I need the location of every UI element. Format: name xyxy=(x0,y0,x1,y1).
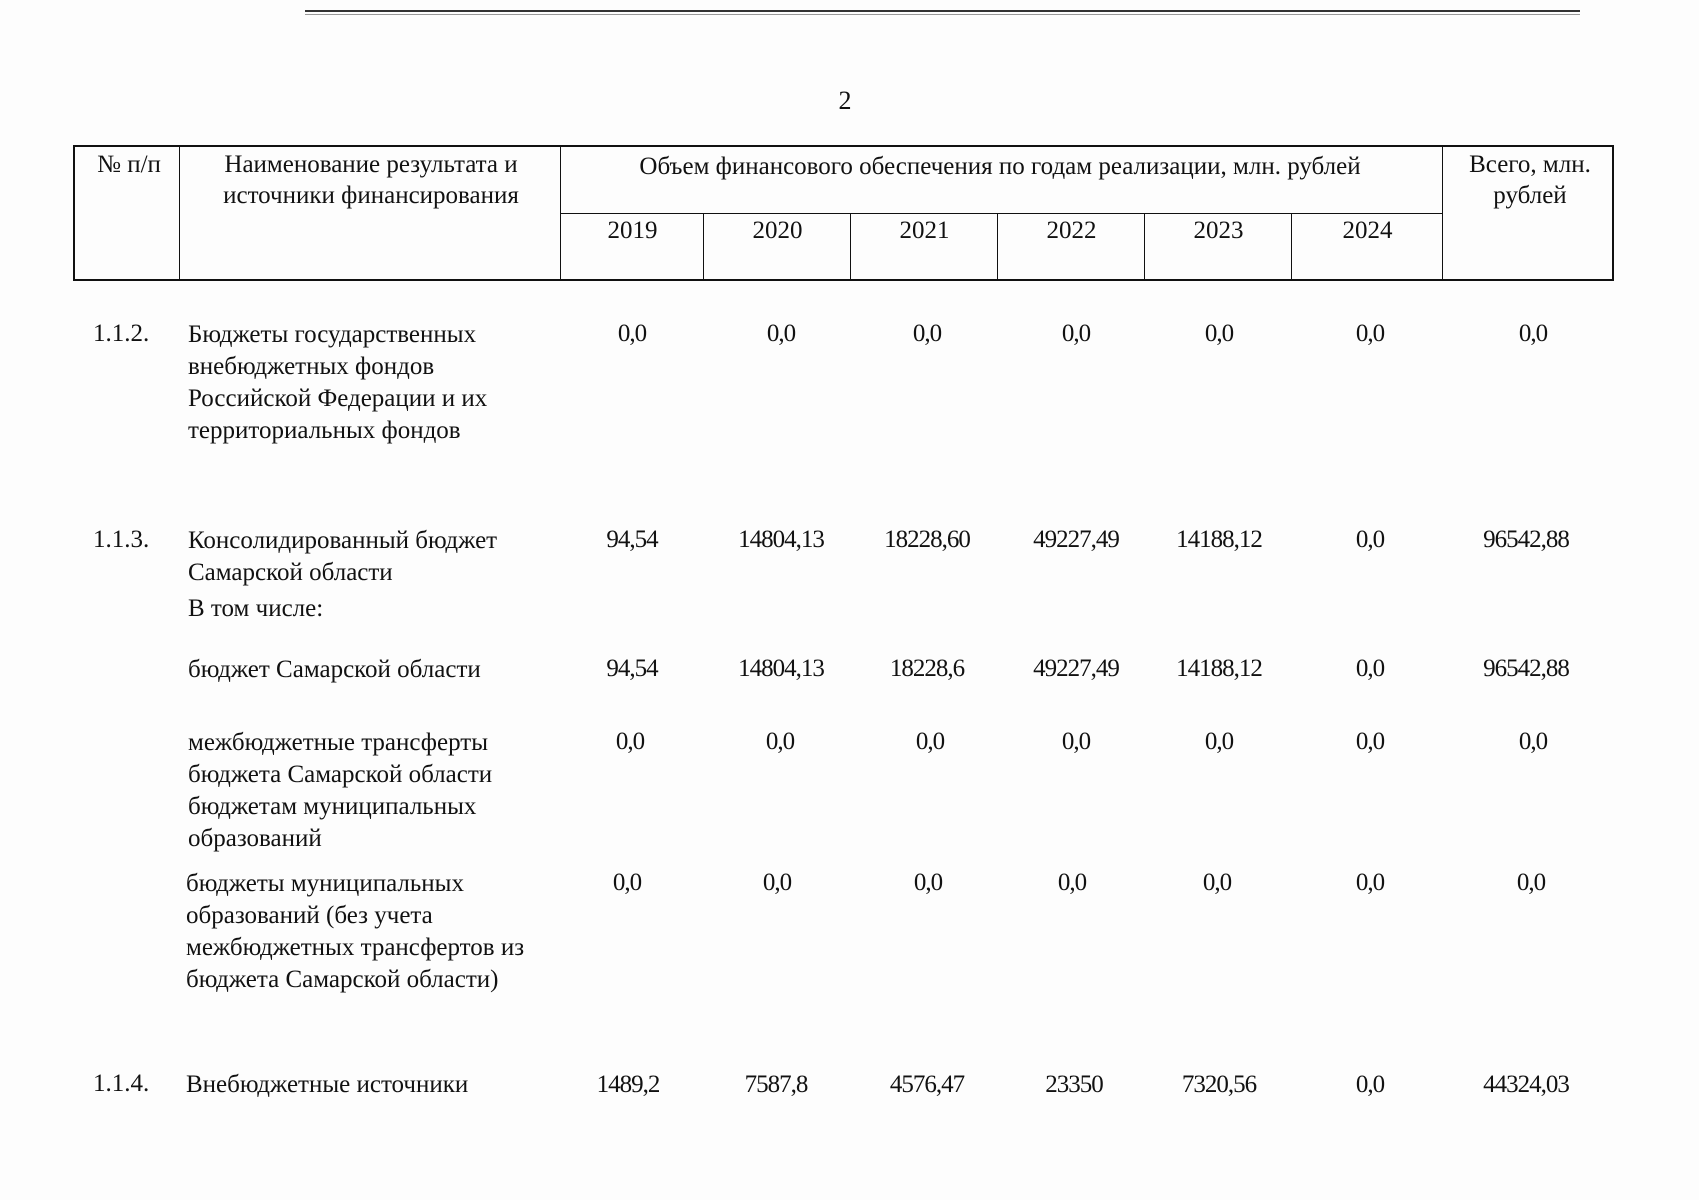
value-2022: 0,0 xyxy=(1057,869,1087,896)
col-divider xyxy=(850,213,851,279)
header-year: 2023 xyxy=(1193,217,1244,244)
row-number: 1.1.2. xyxy=(93,320,150,347)
value-2022: 0,0 xyxy=(1061,320,1091,347)
value-2020: 0,0 xyxy=(766,320,796,347)
value-2023: 14188,12 xyxy=(1176,526,1262,553)
header-year: 2019 xyxy=(607,217,658,244)
value-2021: 0,0 xyxy=(912,320,942,347)
row-name: бюджеты муниципальных образований (без учета межбюджетных трансфертов из бюджета Самарской области) xyxy=(186,870,525,993)
value-total: 96542,88 xyxy=(1483,655,1569,682)
value-2021: 0,0 xyxy=(915,728,945,755)
value-total: 0,0 xyxy=(1516,869,1546,896)
row-number: 1.1.4. xyxy=(93,1070,150,1097)
value-total: 44324,03 xyxy=(1483,1071,1569,1098)
value-2024: 0,0 xyxy=(1355,526,1385,553)
value-2023: 7320,56 xyxy=(1181,1071,1257,1098)
col-divider xyxy=(1291,213,1292,279)
value-2024: 0,0 xyxy=(1355,869,1385,896)
value-2019: 0,0 xyxy=(615,728,645,755)
value-2021: 18228,60 xyxy=(884,526,970,553)
header-num: № п/п xyxy=(97,151,161,178)
value-total: 0,0 xyxy=(1518,728,1548,755)
row-name: бюджет Самарской области xyxy=(188,656,481,683)
col-divider xyxy=(997,213,998,279)
value-2022: 23350 xyxy=(1045,1071,1103,1098)
header-year: 2022 xyxy=(1046,217,1097,244)
header-year: 2021 xyxy=(899,217,950,244)
header-year: 2024 xyxy=(1342,217,1393,244)
row-subnote: В том числе: xyxy=(188,595,324,622)
page-number: 2 xyxy=(838,86,852,115)
col-divider xyxy=(179,147,180,279)
value-2024: 0,0 xyxy=(1355,655,1385,682)
row-number: 1.1.3. xyxy=(93,526,150,553)
value-2023: 14188,12 xyxy=(1176,655,1262,682)
value-2022: 0,0 xyxy=(1061,728,1091,755)
value-2019: 94,54 xyxy=(606,526,658,553)
value-total: 0,0 xyxy=(1518,320,1548,347)
row-name: Внебюджетные источники xyxy=(186,1071,469,1098)
header-year: 2020 xyxy=(752,217,803,244)
header-volume: Объем финансового обеспечения по годам реализации, млн. рублей xyxy=(639,153,1361,180)
value-2020: 0,0 xyxy=(762,869,792,896)
value-2023: 0,0 xyxy=(1204,320,1234,347)
header-total: Всего, млн. рублей xyxy=(1469,151,1591,209)
value-2022: 49227,49 xyxy=(1033,655,1119,682)
value-2024: 0,0 xyxy=(1355,320,1385,347)
value-2021: 0,0 xyxy=(913,869,943,896)
value-2024: 0,0 xyxy=(1355,728,1385,755)
value-2020: 14804,13 xyxy=(738,526,824,553)
value-2022: 49227,49 xyxy=(1033,526,1119,553)
row-name: Бюджеты государственных внебюджетных фондов Российской Федерации и их территориальных фондов xyxy=(188,321,488,444)
header-name: Наименование результата и источники финансирования xyxy=(223,151,519,209)
value-2019: 0,0 xyxy=(612,869,642,896)
value-2019: 1489,2 xyxy=(596,1071,660,1098)
value-total: 96542,88 xyxy=(1483,526,1569,553)
value-2019: 0,0 xyxy=(617,320,647,347)
col-divider xyxy=(703,213,704,279)
col-divider xyxy=(1144,213,1145,279)
value-2021: 18228,6 xyxy=(889,655,965,682)
value-2020: 14804,13 xyxy=(738,655,824,682)
top-rule xyxy=(305,10,1580,12)
col-divider xyxy=(1442,147,1443,279)
row-name: Консолидированный бюджет Самарской области xyxy=(188,527,498,586)
value-2023: 0,0 xyxy=(1204,728,1234,755)
value-2023: 0,0 xyxy=(1202,869,1232,896)
row-name: межбюджетные трансферты бюджета Самарской области бюджетам муниципальных образований xyxy=(188,729,493,852)
top-rule-thin xyxy=(305,14,1580,15)
value-2021: 4576,47 xyxy=(889,1071,965,1098)
value-2019: 94,54 xyxy=(606,655,658,682)
value-2020: 0,0 xyxy=(765,728,795,755)
value-2020: 7587,8 xyxy=(744,1071,808,1098)
row-divider xyxy=(560,213,1442,214)
value-2024: 0,0 xyxy=(1355,1071,1385,1098)
table-header xyxy=(73,145,1614,281)
